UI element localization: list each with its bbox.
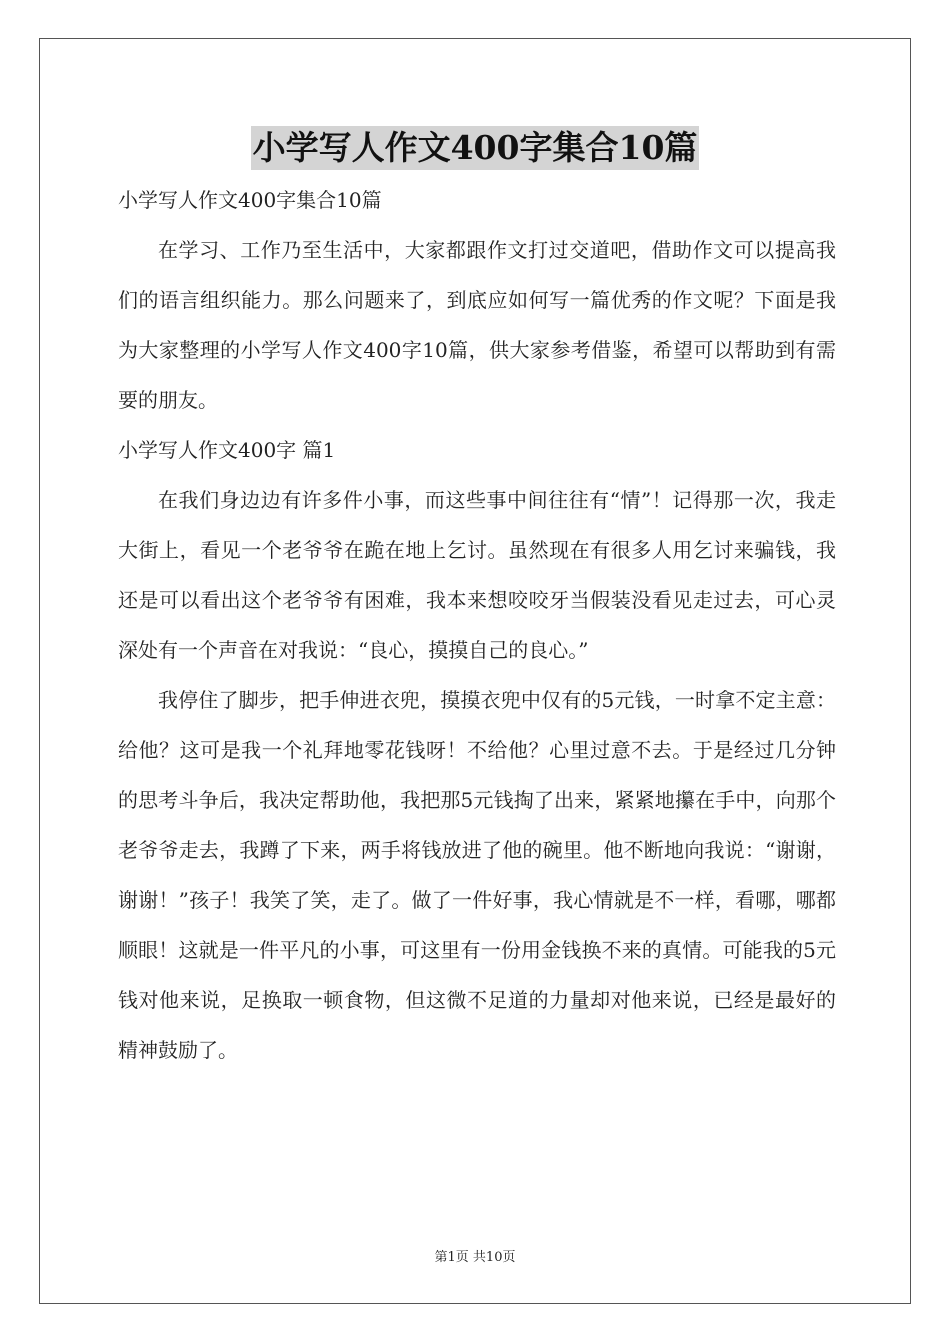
- page-footer: 第1页 共10页: [434, 1250, 516, 1265]
- body-paragraph-1: 在我们身边边有许多件小事，而这些事中间往往有“情”！记得那一次，我走大街上，看见一个老爷爷在跪在地上乞讨。虽然现在有很多人用乞讨来骗钱，我还是可以看出这个老爷爷有困难，我本来想咬咬牙当假装没看见走过去，可心灵深处有一个声音在对我说：“良心，摸摸自己的良心。”: [118, 488, 836, 662]
- body-paragraph-2: 我停住了脚步，把手伸进衣兜，摸摸衣兜中仅有的5元钱，一时拿不定主意：给他？这可是我一个礼拜地零花钱呀！不给他？心里过意不去。于是经过几分钟的思考斗争后，我决定帮助他，我把那5元钱掏了出来，紧紧地攥在手中，向那个老爷爷走去，我蹲了下来，两手将钱放进了他的碗里。他不断地向我说：“谢谢，谢谢！”孩子！我笑了笑，走了。做了一件好事，我心情就是不一样，看哪，哪都顺眼！这就是一件平凡的小事，可这里有一份用金钱换不来的真情。可能我的5元钱对他来说，足换取一顿食物，但这微不足道的力量却对他来说，已经是最好的精神鼓励了。: [118, 688, 836, 1062]
- document-title: 小学写人作文400字集合10篇: [251, 126, 700, 170]
- document-subtitle: 小学写人作文400字集合10篇: [118, 188, 382, 212]
- intro-paragraph: 在学习、工作乃至生活中，大家都跟作文打过交道吧，借助作文可以提高我们的语言组织能力。那么问题来了，到底应如何写一篇优秀的作文呢？下面是我为大家整理的小学写人作文400字10篇，供大家参考借鉴，希望可以帮助到有需要的朋友。: [118, 238, 836, 412]
- title-container: [0, 126, 950, 170]
- section-heading: 小学写人作文400字 篇1: [118, 438, 336, 462]
- document-body: [118, 175, 836, 1075]
